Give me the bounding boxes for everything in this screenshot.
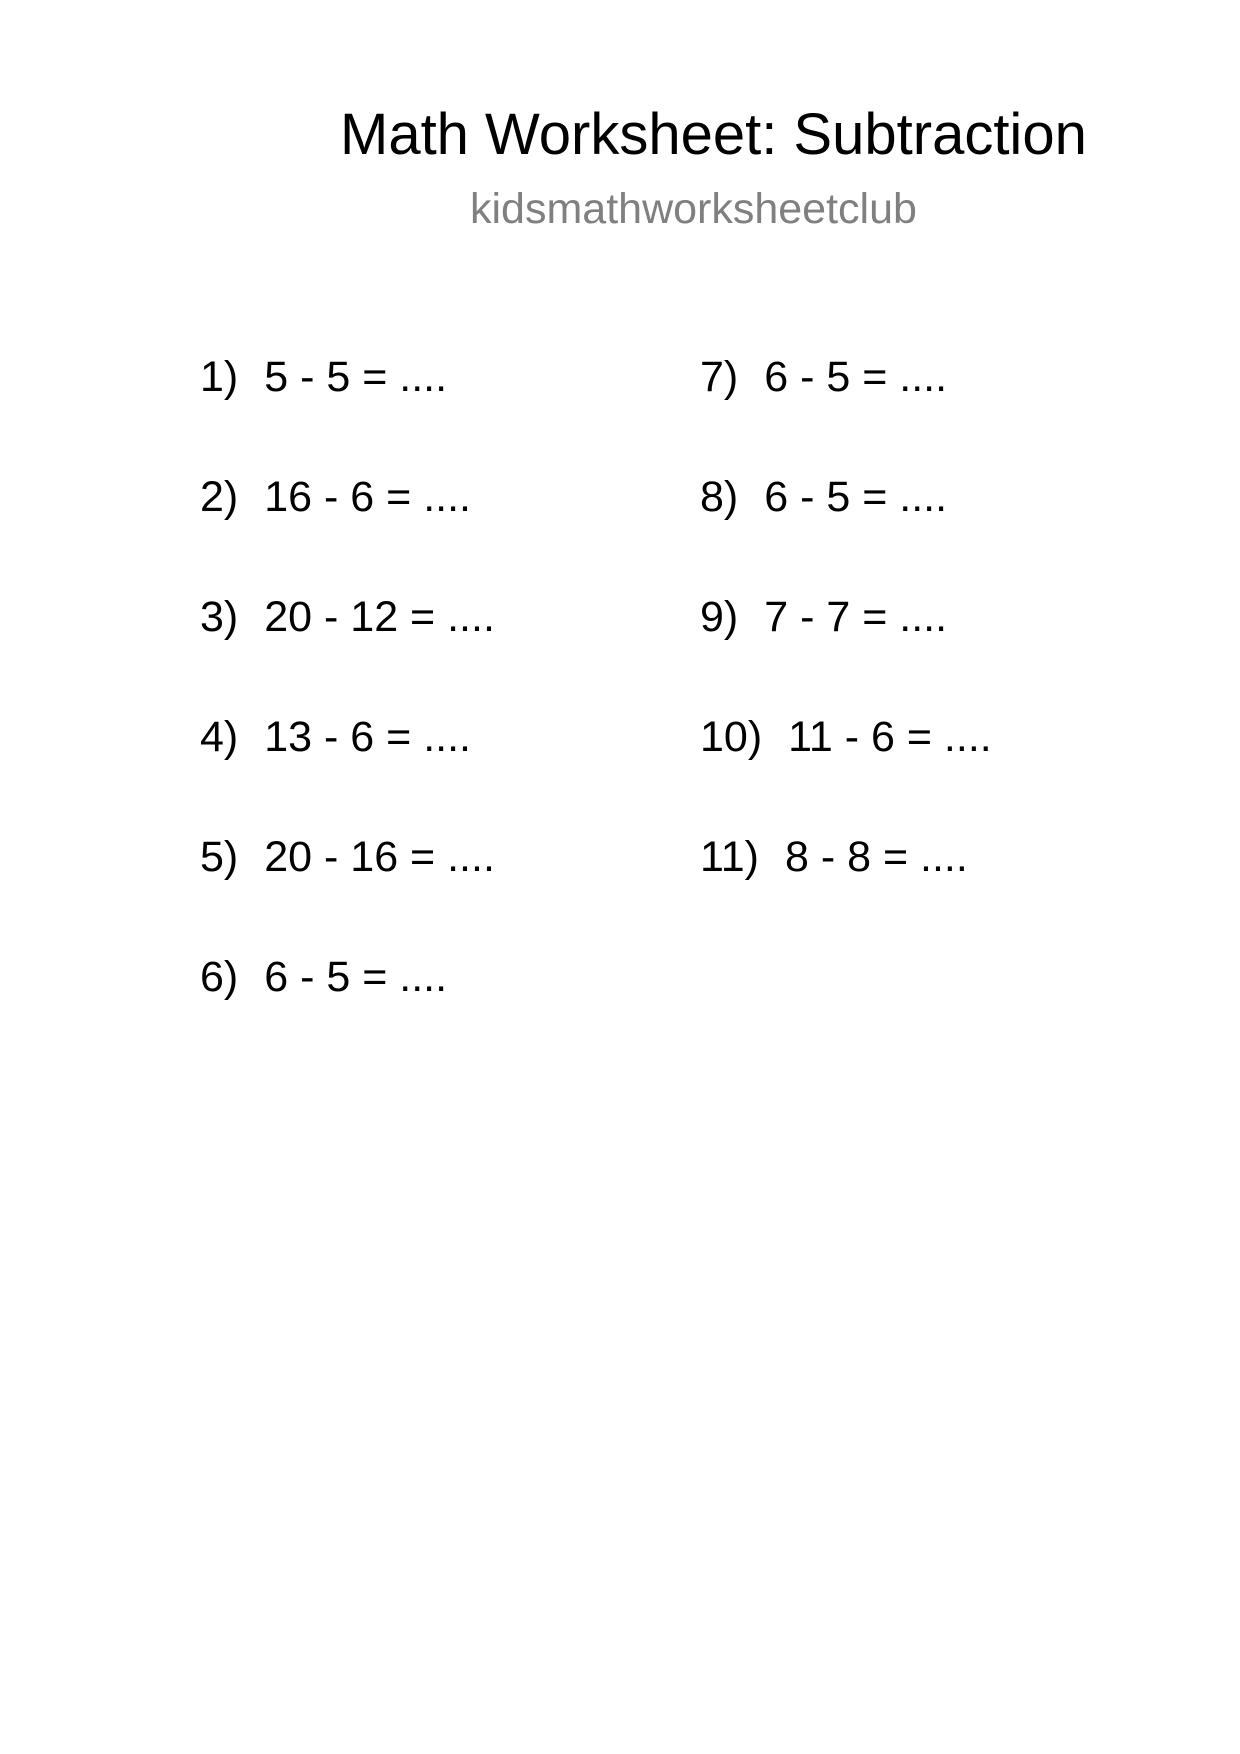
- problem-item: [200, 832, 495, 882]
- problem-number: 3): [200, 593, 239, 641]
- problem-expression: 7 - 7 = ....: [764, 593, 948, 641]
- problem-item: [200, 712, 471, 762]
- problem-expression: 6 - 5 = ....: [764, 473, 948, 521]
- problem-item: [200, 472, 471, 522]
- problem-expression: 5 - 5 = ....: [264, 353, 448, 401]
- problem-number: 11): [700, 833, 759, 881]
- problem-number: 5): [200, 833, 239, 881]
- problem-expression: 20 - 12 = ....: [264, 593, 495, 641]
- problem-expression: 20 - 16 = ....: [264, 833, 495, 881]
- problem-number: 9): [700, 593, 739, 641]
- problem-item: [700, 712, 992, 762]
- problem-expression: 6 - 5 = ....: [264, 953, 448, 1001]
- problem-number: 7): [700, 353, 739, 401]
- problem-item: [200, 592, 495, 642]
- worksheet-subtitle: kidsmathworksheetclub: [470, 185, 917, 233]
- problem-item: [700, 472, 947, 522]
- problem-expression: 6 - 5 = ....: [764, 353, 948, 401]
- problem-item: [200, 952, 447, 1002]
- problem-expression: 11 - 6 = ....: [788, 713, 992, 761]
- problem-expression: 16 - 6 = ....: [264, 473, 471, 521]
- problem-item: [200, 352, 447, 402]
- problem-number: 2): [200, 473, 239, 521]
- problem-number: 8): [700, 473, 739, 521]
- problem-item: [700, 592, 947, 642]
- problem-expression: 8 - 8 = ....: [784, 833, 968, 881]
- problem-number: 10): [700, 713, 763, 761]
- problem-number: 6): [200, 953, 239, 1001]
- problem-item: [700, 352, 947, 402]
- worksheet-title: Math Worksheet: Subtraction: [340, 102, 1087, 167]
- problem-expression: 13 - 6 = ....: [264, 713, 471, 761]
- problem-number: 4): [200, 713, 239, 761]
- problem-item: [700, 832, 968, 882]
- problem-number: 1): [200, 353, 239, 401]
